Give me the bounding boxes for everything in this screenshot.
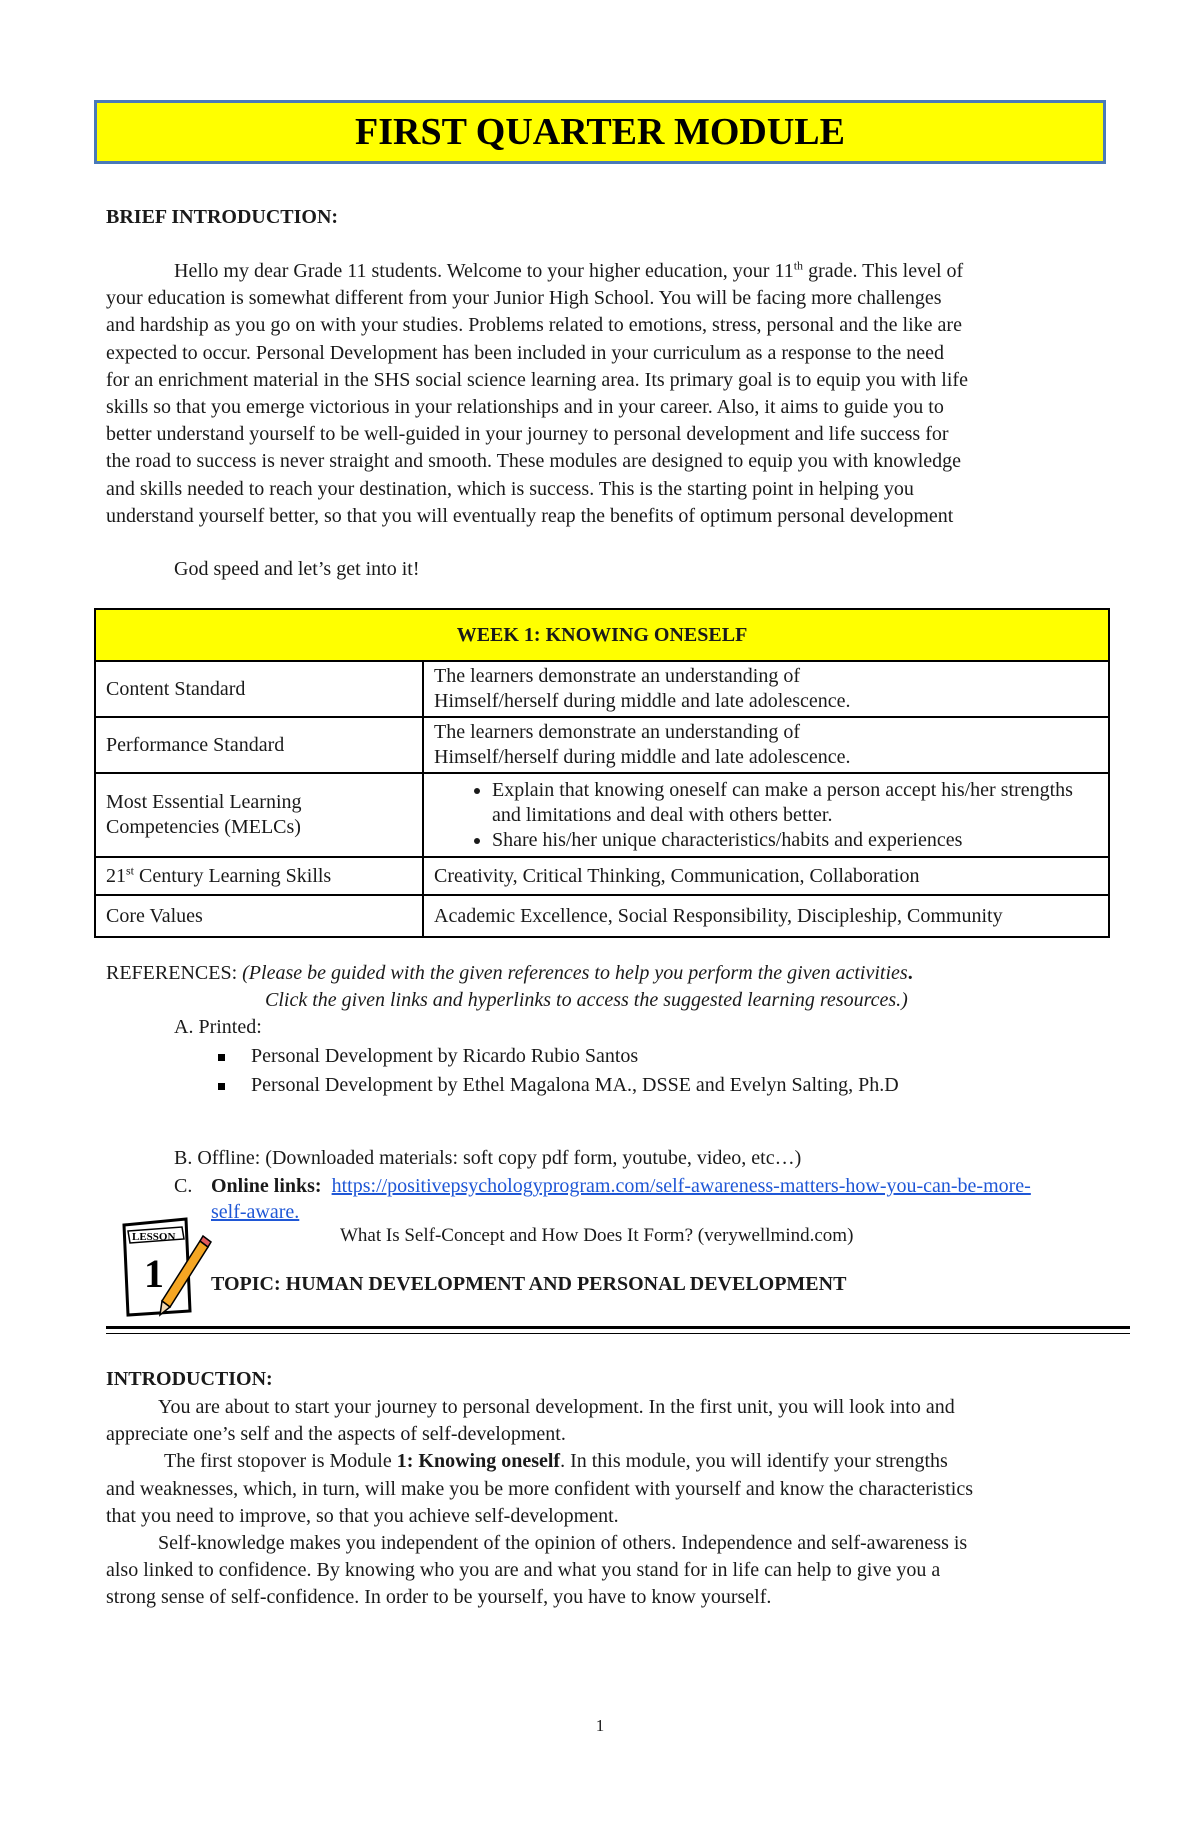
topic-value: HUMAN DEVELOPMENT AND PERSONAL DEVELOPMENT xyxy=(285,1273,847,1295)
offline-line: B. Offline: (Downloaded materials: soft copy pdf form, youtube, video, etc…) xyxy=(174,1147,802,1169)
introduction-line: that you need to improve, so that you achieve self-development. xyxy=(106,1504,619,1527)
bullet-square-icon xyxy=(218,1083,225,1090)
online-links-label: Online links: xyxy=(211,1175,322,1197)
lesson-badge-word: LESSON xyxy=(132,1231,176,1243)
introduction-line: also linked to confidence. By knowing who you are and what you stand for in life can help to give you a xyxy=(106,1559,941,1582)
melcs-label: Most Essential Learning Competencies (MELCs) xyxy=(95,773,423,857)
learning-skills-label: 21st Century Learning Skills xyxy=(95,857,423,895)
introduction-line: The first stopover is Module 1: Knowing oneself. In this module, you will identify your strengths xyxy=(164,1450,948,1473)
printed-item: Personal Development by Ethel Magalona MA., DSSE and Evelyn Salting, Ph.D xyxy=(218,1072,899,1099)
verywellmind-link[interactable]: What Is Self-Concept and How Does It Form? (verywellmind.com) xyxy=(340,1225,854,1246)
intro-line: and hardship as you go on with your studies. Problems related to emotions, stress, personal and the like are xyxy=(106,314,962,337)
week-table-header: WEEK 1: KNOWING ONESELF xyxy=(95,609,1109,661)
intro-line-last: understand yourself better, so that you will eventually reap the benefits of optimum personal development xyxy=(106,504,954,527)
intro-line: your education is somewhat different from your Junior High School. You will be facing more challenges xyxy=(106,287,942,310)
section-divider-thin xyxy=(106,1333,1130,1334)
online-link-end[interactable]: self-aware. xyxy=(211,1201,300,1223)
brief-introduction-paragraph xyxy=(106,258,1130,530)
week-1-table xyxy=(94,608,1110,938)
content-standard-value: The learners demonstrate an understanding of Himself/herself during middle and late adolescence. xyxy=(423,661,1109,717)
introduction-line: Self-knowledge makes you independent of the opinion of others. Independence and self-awareness is xyxy=(158,1532,968,1555)
section-divider xyxy=(106,1326,1130,1329)
performance-standard-label: Performance Standard xyxy=(95,717,423,773)
performance-standard-value: The learners demonstrate an understanding of Himself/herself during middle and late adolescence. xyxy=(423,717,1109,773)
content-standard-label: Content Standard xyxy=(95,661,423,717)
online-link[interactable]: https://positivepsychologyprogram.com/self-awareness-matters-how-you-can-be-more- xyxy=(331,1175,1031,1197)
melcs-item: • Share his/her unique characteristics/habits and experiences xyxy=(492,828,1098,853)
melcs-item: • Explain that knowing oneself can make a person accept his/her strengths and limitations and deal with others better. xyxy=(492,778,1098,828)
online-link-continuation xyxy=(211,1199,299,1226)
introduction-line: appreciate one’s self and the aspects of self-development. xyxy=(106,1423,566,1446)
introduction-line: and weaknesses, which, in turn, will make you be more confident with yourself and know the characteristics xyxy=(106,1477,973,1500)
intro-line: skills so that you emerge victorious in your relationships and in your career. Also, it aims to guide you to xyxy=(106,396,944,419)
references-label: REFERENCES: xyxy=(106,962,243,984)
melcs-value xyxy=(423,773,1109,857)
topic-label: TOPIC: xyxy=(211,1273,286,1295)
page-number: 1 xyxy=(595,1716,605,1735)
lesson-badge-icon xyxy=(120,1215,212,1317)
core-values-label: Core Values xyxy=(95,895,423,937)
learning-skills-value: Creativity, Critical Thinking, Communication, Collaboration xyxy=(423,857,1109,895)
printed-item: Personal Development by Ricardo Rubio Santos xyxy=(218,1043,638,1070)
module-title-banner xyxy=(94,100,1106,164)
introduction-heading: INTRODUCTION: xyxy=(106,1368,273,1390)
intro-line: for an enrichment material in the SHS social science learning area. Its primary goal is to equip you with life xyxy=(106,368,968,391)
online-links-line xyxy=(211,1173,1031,1200)
lesson-badge-number: 1 xyxy=(144,1251,164,1296)
intro-line: better understand yourself to be well-guided in your journey to personal development and life success for xyxy=(106,423,949,446)
bullet-square-icon xyxy=(218,1054,225,1061)
introduction-line: You are about to start your journey to personal development. In the first unit, you will look into and xyxy=(158,1396,955,1418)
closing-line: God speed and let’s get into it! xyxy=(174,558,420,580)
references-note: (Please be guided with the given references to help you perform the given activities xyxy=(242,962,908,984)
core-values-value: Academic Excellence, Social Responsibility, Discipleship, Community xyxy=(423,895,1109,937)
module-title: FIRST QUARTER MODULE xyxy=(355,111,845,153)
online-prefix: C. xyxy=(174,1175,193,1197)
intro-line: and skills needed to reach your destination, which is success. This is the starting point in helping you xyxy=(106,477,914,500)
references-line: REFERENCES: (Please be guided with the given references to help you perform the given activities. xyxy=(106,962,913,984)
introduction-paragraph xyxy=(106,1394,1130,1612)
intro-line: expected to occur. Personal Development has been included in your curriculum as a response to the need xyxy=(106,341,945,364)
references-note-2: Click the given links and hyperlinks to access the suggested learning resources.) xyxy=(265,989,908,1011)
printed-label: A. Printed: xyxy=(174,1016,262,1038)
topic-line xyxy=(211,1271,846,1298)
introduction-line: strong sense of self-confidence. In order to be yourself, you have to know yourself. xyxy=(106,1586,772,1609)
intro-line: the road to success is never straight and smooth. These modules are designed to equip you with knowledge xyxy=(106,450,961,473)
brief-introduction-heading: BRIEF INTRODUCTION: xyxy=(106,206,339,228)
intro-line-first: Hello my dear Grade 11 students. Welcome to your higher education, your 11th grade. This level of xyxy=(174,258,964,282)
